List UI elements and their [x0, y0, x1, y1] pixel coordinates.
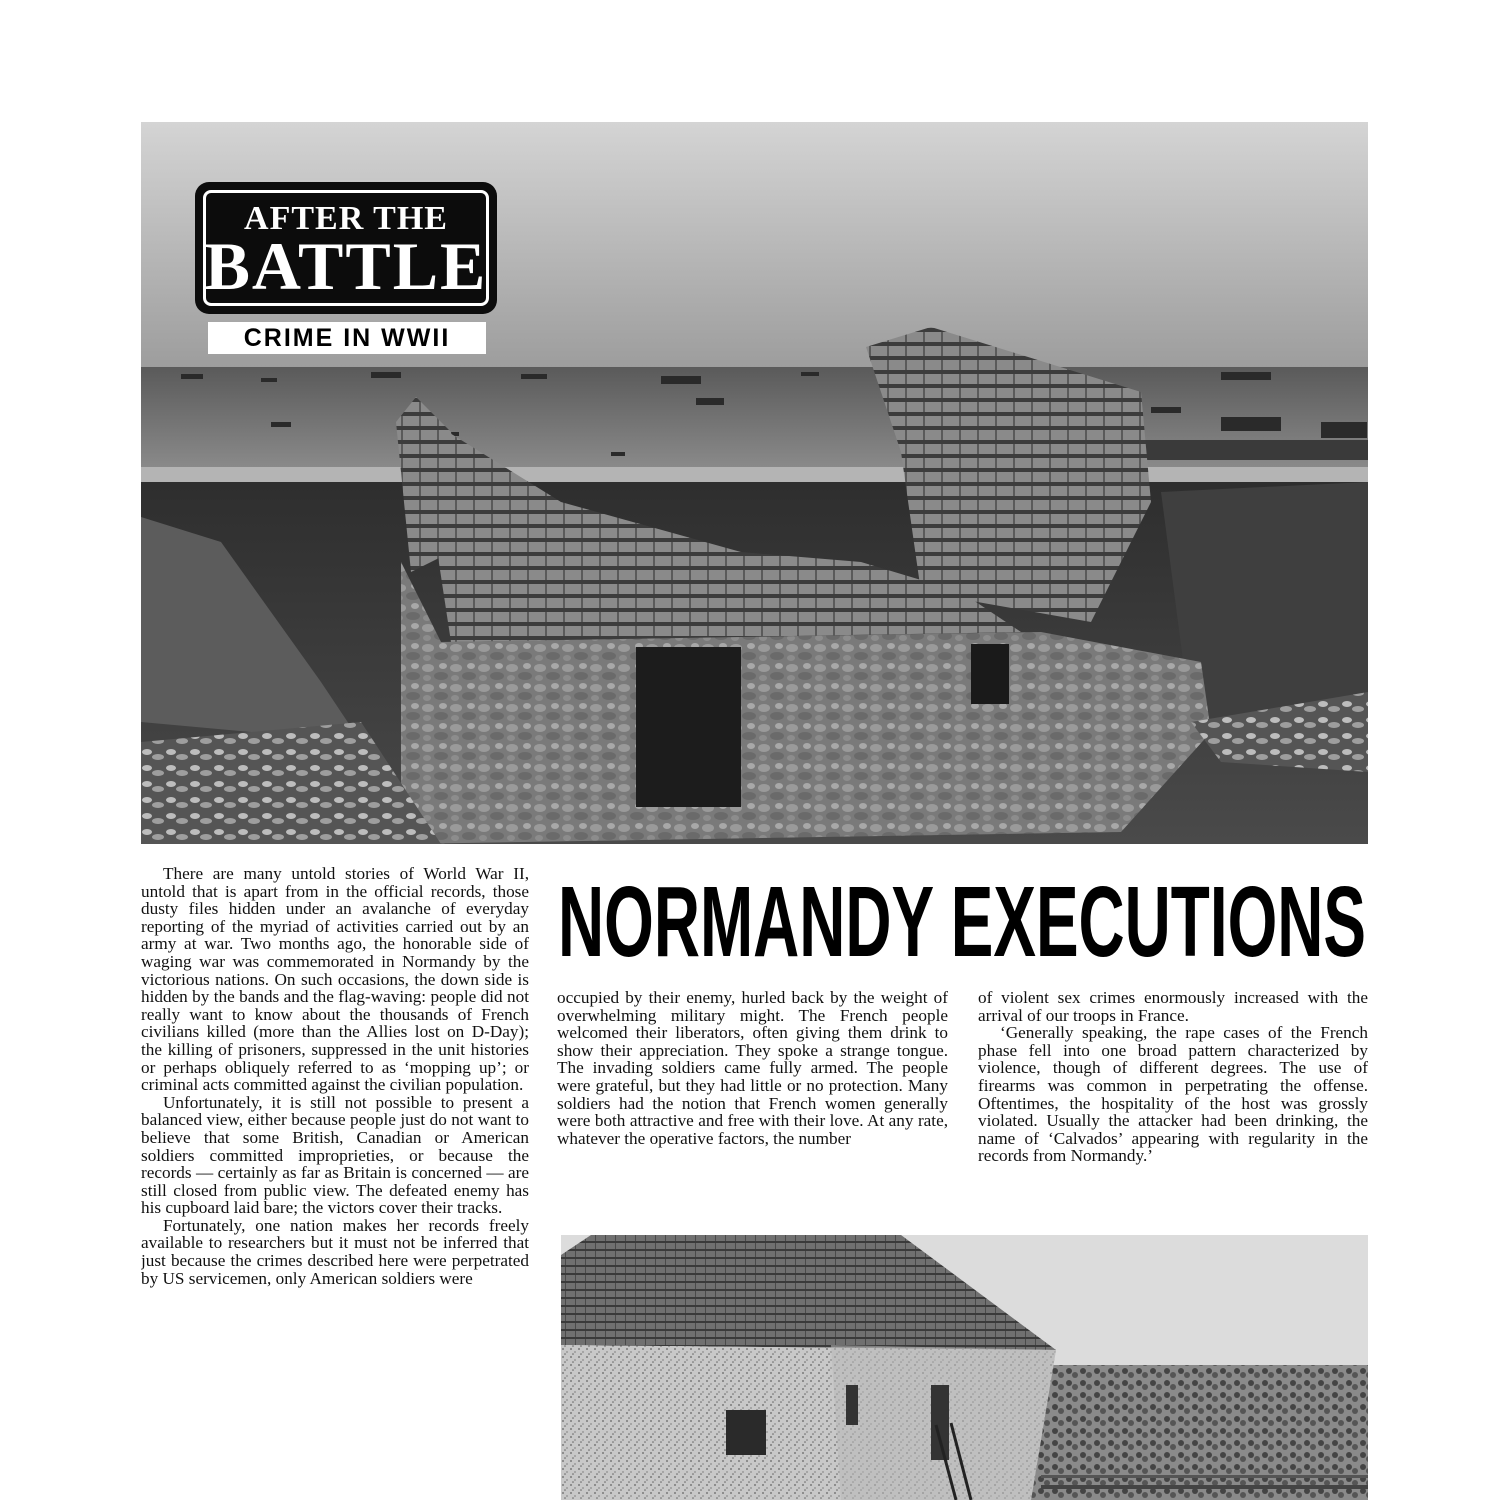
article-column-3 — [978, 989, 1368, 1165]
photo-farmhouse — [561, 1235, 1368, 1500]
headline-svg — [558, 862, 1370, 978]
column-1-paragraph-1: There are many untold stories of World War II, untold that is apart from in the official records, those dusty files hidden under an avalanche of everyday reporting of the myriad of activities carried out by an army at war. Two months ago, the honorable side of waging war was commemorated in Normandy by the victorious nations. On such occasions, the down side is hidden by the bands and the flag-waving: people did not really want to know about the thousands of French civilians killed (more than the Allies lost on D-Day); the killing of prisoners, suppressed in the unit histories or perhaps obliquely referred to as ‘mopping up’; or criminal acts committed against the civilian population. — [141, 865, 529, 1095]
logo-line-1: AFTER THE — [244, 200, 448, 237]
column-1-paragraph-3: Fortunately, one nation makes her records freely available to researchers but it must not be inferred that just because the crimes described here were perpetrated by US servicemen, only American soldiers were — [141, 1215, 529, 1288]
logo-line-2: BATTLE — [204, 228, 488, 304]
column-1-paragraph-2: Unfortunately, it is still not possible to present a balanced view, either because people just do not want to believe that some British, Canadian or American soldiers committed improprieties, or because the records — certainly as far as Britain is concerned — are still closed from public view. The defeated enemy has his cupboard laid bare; the victors cover their tracks. — [141, 1092, 529, 1218]
article-column-1 — [141, 865, 529, 1500]
photo-bottom-drawing — [561, 1235, 1368, 1500]
article-headline — [558, 862, 1370, 978]
column-3-paragraph-1: of violent sex crimes enormously increased with the arrival of our troops in France. — [978, 988, 1368, 1025]
column-3-paragraph-2: ‘Generally speaking, the rape cases of the French phase fell into one broad pattern characterized by violence, though of different degrees. The use of firearms was common in perpetrating the offense. Oftentimes, the hospitality of the host was grossly violated. Usually the attacker had been drinking, the name of ‘Calvados’ appearing with regularity in the records from Normandy.’ — [978, 1023, 1368, 1166]
after-the-battle-logo — [195, 182, 497, 314]
article-column-2 — [557, 989, 948, 1147]
series-strap: CRIME IN WWII — [208, 322, 486, 354]
column-2-paragraph-1: occupied by their enemy, hurled back by the weight of overwhelming military might. The French people welcomed their liberators, often giving them drink to show their appreciation. They spoke a strange tongue. The invading soldiers came fully armed. The people were grateful, but they had little or no protection. Many soldiers had the notion that French women generally were both attractive and free with their love. At any rate, whatever the operative factors, the number — [557, 988, 948, 1148]
headline-text: NORMANDY EXECUTIONS — [558, 866, 1366, 978]
